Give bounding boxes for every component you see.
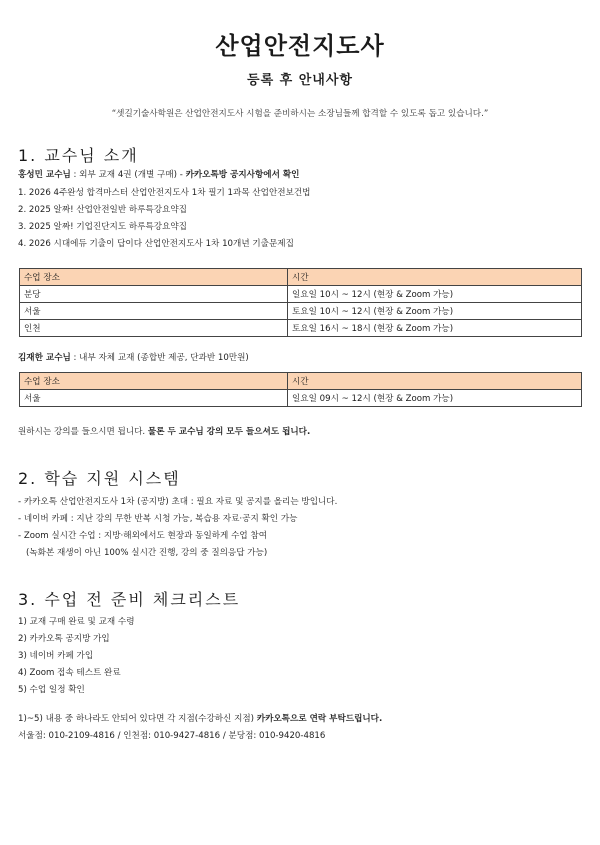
prof1-desc: : 외부 교재 4권 (개별 구매) - [70, 170, 186, 180]
table-row [20, 303, 582, 320]
table-header-cell: 수업 장소 [20, 373, 288, 390]
table-header-cell: 수업 장소 [20, 269, 288, 286]
table-row [20, 286, 582, 303]
checklist-item: 4) Zoom 접속 테스트 완료 [18, 668, 121, 678]
prof2-name: 김재한 교수님 [18, 353, 71, 363]
support-line: - 네이버 카페 : 지난 강의 무한 반복 시청 가능, 복습용 자료·공지 확인 가능 [18, 514, 298, 524]
prof2-intro [18, 351, 249, 363]
lecture-note-plain: 원하시는 강의를 들으시면 됩니다. [18, 427, 148, 437]
checklist-item: 2) 카카오톡 공지방 가입 [18, 634, 110, 644]
section2-heading: 2. 학습 지원 시스템 [18, 469, 181, 488]
checklist-item: 3) 네이버 카페 가입 [18, 651, 94, 661]
contact-note-plain: 1)~5) 내용 중 하나라도 안되어 있다면 각 지점(수강하신 지점) [18, 714, 257, 724]
prof1-schedule-table [19, 268, 582, 337]
table-cell: 일요일 09시 ~ 12시 (현장 & Zoom 가능) [288, 390, 582, 407]
support-line: (녹화본 재생이 아닌 100% 실시간 진행, 강의 중 질의응답 가능) [26, 548, 268, 558]
intro-quote: “셋길기술사학원은 산업안전지도사 시험을 준비하시는 소장님들께 합격할 수 있도록 돕고 있습니다.” [111, 109, 489, 119]
branch-phone-numbers: 서울점: 010-2109-4816 / 인천점: 010-9427-4816 / 분당점: 010-9420-4816 [18, 731, 326, 741]
checklist-item: 5) 수업 일정 확인 [18, 685, 85, 695]
table-cell: 토요일 10시 ~ 12시 (현장 & Zoom 가능) [288, 303, 582, 320]
table-header-cell: 시간 [288, 269, 582, 286]
table-row [20, 390, 582, 407]
table-cell: 토요일 16시 ~ 18시 (현장 & Zoom 가능) [288, 320, 582, 337]
support-line: - Zoom 실시간 수업 : 지방·해외에서도 현장과 동일하게 수업 참여 [18, 531, 268, 541]
table-header-row [20, 373, 582, 390]
table-cell: 서울 [20, 303, 288, 320]
lecture-note [18, 425, 310, 437]
support-line: - 카카오톡 산업안전지도사 1차 (공지방) 초대 : 필요 자료 및 공지를 올리는 방입니다. [18, 497, 338, 507]
section1-heading: 1. 교수님 소개 [18, 146, 139, 165]
prof2-desc: : 내부 자체 교재 (종합반 제공, 단과반 10만원) [70, 353, 249, 363]
page-title: 산업안전지도사 [215, 32, 385, 60]
table-row [20, 320, 582, 337]
lecture-note-bold: 물론 두 교수님 강의 모두 들으셔도 됩니다. [147, 427, 311, 437]
section3-heading: 3. 수업 전 준비 체크리스트 [18, 590, 241, 609]
book-item: 3. 2025 알짜! 기업진단지도 하루특강요약집 [18, 222, 187, 232]
table-header-row [20, 269, 582, 286]
contact-note-bold: 카카오톡으로 연락 부탁드립니다. [256, 714, 383, 724]
page-subtitle: 등록 후 안내사항 [247, 73, 353, 88]
prof2-schedule-table [19, 372, 582, 407]
table-header-cell: 시간 [288, 373, 582, 390]
book-item: 4. 2026 시대에듀 기출이 답이다 산업안전지도사 1차 10개년 기출문제집 [18, 239, 294, 249]
prof1-name: 홍성민 교수님 [18, 170, 71, 180]
table-cell: 분당 [20, 286, 288, 303]
table-cell: 일요일 10시 ~ 12시 (현장 & Zoom 가능) [288, 286, 582, 303]
checklist-item: 1) 교재 구매 완료 및 교재 수령 [18, 617, 135, 627]
table-cell: 인천 [20, 320, 288, 337]
table-cell: 서울 [20, 390, 288, 407]
prof1-intro [18, 168, 299, 180]
prof1-desc-bold: 카카오톡방 공지사항에서 확인 [185, 170, 300, 180]
contact-note [18, 712, 382, 724]
book-item: 1. 2026 4주완성 합격마스터 산업안전지도사 1차 필기 1과목 산업안전보건법 [18, 188, 311, 198]
book-item: 2. 2025 알짜! 산업안전일반 하루특강요약집 [18, 205, 187, 215]
